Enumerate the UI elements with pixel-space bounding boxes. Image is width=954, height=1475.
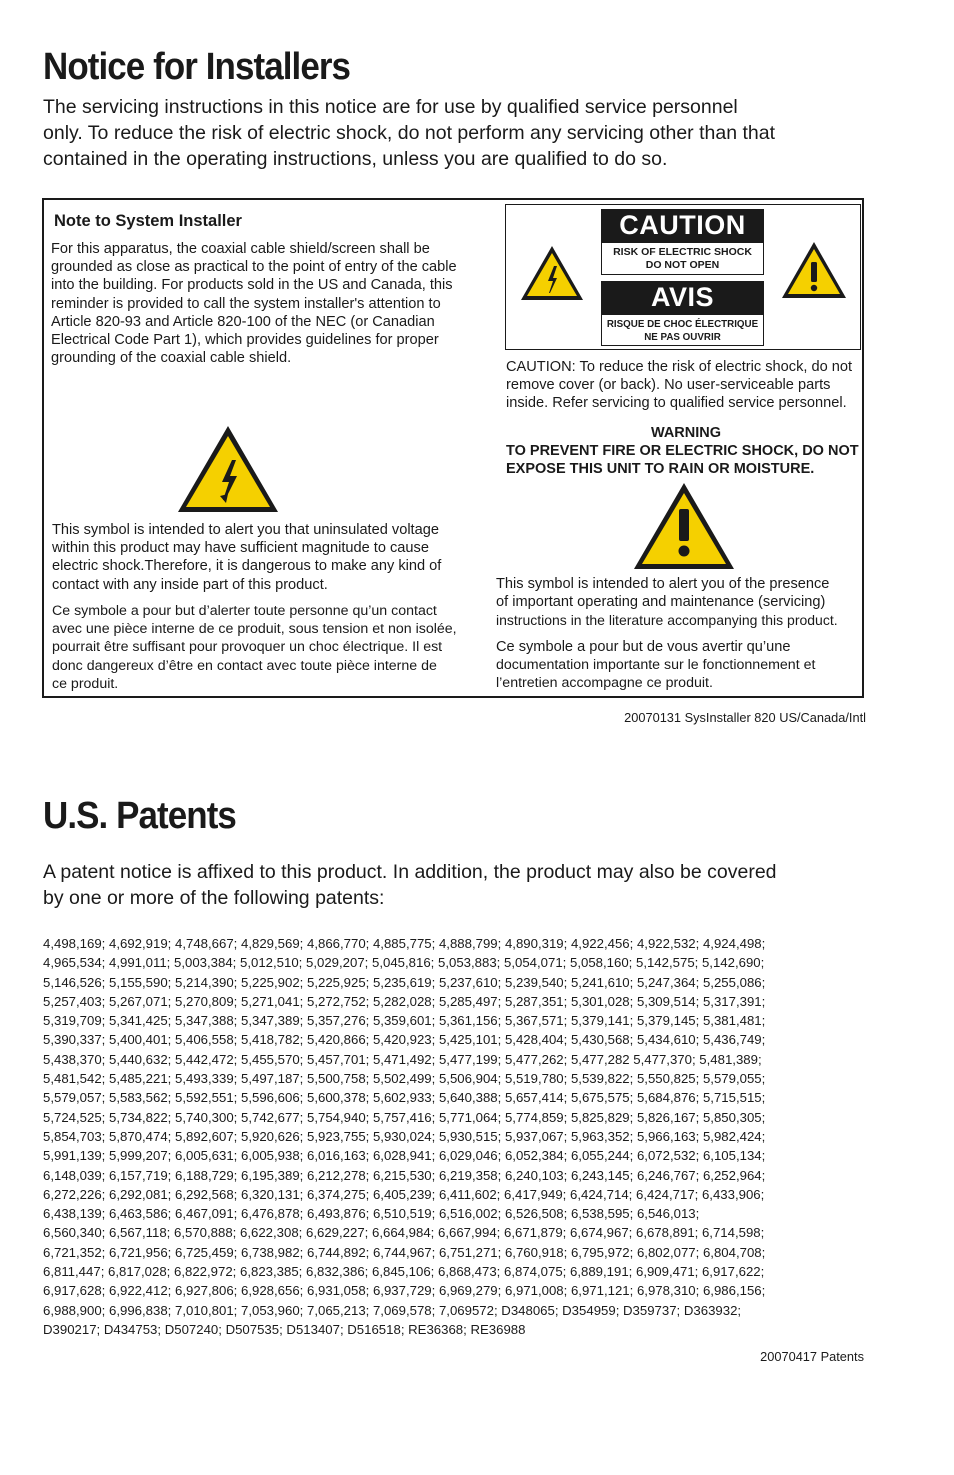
patent-line: 6,917,628; 6,922,412; 6,927,806; 6,928,656; 6,931,058; 6,937,729; 6,969,279; 6,971,008; 6,971,121; 6,978,310; 6,986,156; — [43, 1283, 766, 1299]
avis-sub-line: RISQUE DE CHOC ÉLECTRIQUE — [606, 319, 759, 330]
patents-intro-line: A patent notice is affixed to this product. In addition, the product may also be covered — [43, 861, 777, 883]
installers-intro — [43, 94, 903, 172]
exclaim-fr-line: Ce symbole a pour but de vous avertir qu’une — [496, 639, 791, 655]
patents-intro-line: by one or more of the following patents: — [43, 887, 385, 909]
exclaim-symbol-en — [496, 575, 861, 630]
note-title: Note to System Installer — [54, 212, 242, 230]
avis-heading: AVIS — [601, 281, 764, 314]
caution-heading: CAUTION — [601, 209, 764, 242]
voltage-fr-line: donc dangereux d’être en contact avec toute pièce interne de — [52, 657, 437, 674]
exclaim-symbol-fr — [496, 638, 861, 693]
voltage-fr-line: ce produit. — [52, 675, 119, 692]
patent-line: 6,560,340; 6,567,118; 6,570,888; 6,622,308; 6,629,227; 6,664,984; 6,667,994; 6,671,879; 6,674,967; 6,678,891; 6,714,598; — [43, 1225, 765, 1241]
patent-line: 5,724,525; 5,734,822; 5,740,300; 5,742,677; 5,754,940; 5,757,416; 5,771,064; 5,774,859; 5,825,829; 5,826,167; 5,850,305; — [43, 1109, 766, 1125]
patents-title: U.S. Patents — [43, 795, 236, 837]
exclaim-fr-line: l’entretien accompagne ce produit. — [496, 675, 713, 692]
note-line: For this apparatus, the coaxial cable shield/screen shall be — [51, 241, 430, 257]
note-line: into the building. For products sold in the US and Canada, this — [51, 277, 453, 294]
patent-line: 5,481,542; 5,485,221; 5,493,339; 5,497,187; 5,500,758; 5,502,499; 5,506,904; 5,519,780; 5,539,822; 5,550,825; 5,579,055; — [43, 1071, 766, 1087]
voltage-en-line: within this product may have sufficient magnitude to cause — [52, 540, 429, 557]
patent-list — [43, 934, 913, 1339]
patent-line: 5,579,057; 5,583,562; 5,592,551; 5,596,606; 5,600,378; 5,602,933; 5,640,388; 5,657,414; 5,675,575; 5,684,876; 5,715,515; — [43, 1090, 766, 1106]
patent-line: 5,257,403; 5,267,071; 5,270,809; 5,271,041; 5,272,752; 5,282,028; 5,285,497; 5,287,351; 5,301,028; 5,309,514; 5,317,391; — [43, 993, 766, 1009]
note-line: grounding of the coaxial cable shield. — [51, 350, 292, 367]
voltage-fr-line: avec une pièce interne de ce produit, sous tension et non isolée, — [52, 621, 457, 638]
caution-text-line: inside. Refer servicing to qualified service personnel. — [506, 395, 847, 412]
warning-line: TO PREVENT FIRE OR ELECTRIC SHOCK, DO NOT — [506, 443, 859, 459]
patents-reference: 20070417 Patents — [760, 1349, 864, 1364]
voltage-en-line: electric shock.Therefore, it is dangerous to make any kind of — [52, 558, 442, 575]
voltage-symbol-en — [52, 521, 482, 594]
patent-line: 6,811,447; 6,817,028; 6,822,972; 6,823,385; 6,832,386; 6,845,106; 6,868,473; 6,874,075; 6,889,191; 6,909,471; 6,917,622; — [43, 1264, 765, 1280]
warning-line: EXPOSE THIS UNIT TO RAIN OR MOISTURE. — [506, 461, 815, 477]
patent-line: 5,146,526; 5,155,590; 5,214,390; 5,225,902; 5,225,925; 5,235,619; 5,237,610; 5,239,540; 5,241,610; 5,247,364; 5,255,086; — [43, 974, 766, 990]
exclaim-en-line: This symbol is intended to alert you of the presence — [496, 576, 830, 592]
intro-line: only. To reduce the risk of electric shock, do not perform any servicing other than that — [43, 122, 775, 144]
patent-line: 5,390,337; 5,400,401; 5,406,558; 5,418,782; 5,420,866; 5,420,923; 5,425,101; 5,428,404; 5,430,568; 5,434,610; 5,436,749; — [43, 1032, 766, 1048]
voltage-fr-line: Ce symbole a pour but d’alerter toute personne qu’un contact — [52, 603, 437, 619]
voltage-en-line: contact with any inside part of this product. — [52, 576, 328, 593]
exclaim-en-line: instructions in the literature accompanying this product. — [496, 612, 838, 629]
note-text — [51, 240, 481, 367]
exclaim-fr-line: documentation importante sur le fonctionnement et — [496, 657, 816, 674]
avis-subtext — [601, 314, 764, 346]
patent-line: 6,988,900; 6,996,838; 7,010,801; 7,053,960; 7,065,213; 7,069,578; 7,069572; D348065; D354959; D359737; D363932; — [43, 1302, 742, 1318]
patent-line: 5,319,709; 5,341,425; 5,347,388; 5,347,389; 5,357,276; 5,359,601; 5,361,156; 5,367,571; 5,379,141; 5,379,145; 5,381,481; — [43, 1013, 766, 1029]
patent-line: 6,272,226; 6,292,081; 6,292,568; 6,320,131; 6,374,275; 6,405,239; 6,411,602; 6,417,949; 6,424,714; 6,424,717; 6,433,906; — [43, 1186, 765, 1202]
patent-line: 4,498,169; 4,692,919; 4,748,667; 4,829,569; 4,866,770; 4,885,775; 4,888,799; 4,890,319; 4,922,456; 4,922,532; 4,924,498; — [43, 936, 766, 951]
caution-subtext — [601, 242, 764, 275]
exclaim-en-line: of important operating and maintenance (servicing) — [496, 594, 826, 611]
warning-title: WARNING — [650, 425, 722, 441]
patent-line: 6,148,039; 6,157,719; 6,188,729; 6,195,389; 6,212,278; 6,215,530; 6,219,358; 6,240,103; 6,243,145; 6,246,767; 6,252,964; — [43, 1167, 766, 1183]
patents-intro — [43, 859, 923, 911]
intro-line: contained in the operating instructions, unless you are qualified to do so. — [43, 148, 668, 170]
lightning-triangle-icon — [519, 244, 585, 302]
note-line: reminder is provided to call the system installer's attention to — [51, 295, 441, 312]
caution-text-line: CAUTION: To reduce the risk of electric shock, do not — [506, 359, 853, 375]
caution-sub-line: RISK OF ELECTRIC SHOCK — [613, 246, 752, 258]
intro-line: The servicing instructions in this notice are for use by qualified service personnel — [43, 96, 738, 118]
exclamation-triangle-icon — [780, 240, 848, 300]
electric-shock-warning-icon — [176, 424, 280, 514]
exclamation-warning-icon — [632, 481, 736, 571]
installers-reference: 20070131 SysInstaller 820 US/Canada/Intl — [624, 710, 866, 725]
patent-line: 5,991,139; 5,999,207; 6,005,631; 6,005,938; 6,016,163; 6,028,941; 6,029,046; 6,052,384; 6,055,244; 6,072,532; 6,105,134; — [43, 1148, 766, 1164]
voltage-fr-line: pourrait être suffisant pour provoquer un choc électrique. Il est — [52, 639, 443, 656]
caution-text — [506, 358, 866, 413]
patent-line: 5,438,370; 5,440,632; 5,442,472; 5,455,570; 5,457,701; 5,471,492; 5,477,199; 5,477,262; 5,477,282 5,477,370; 5,481,389; — [43, 1051, 762, 1067]
patent-line: 6,438,139; 6,463,586; 6,467,091; 6,476,878; 6,493,876; 6,510,519; 6,516,002; 6,526,508; 6,538,595; 6,546,013; — [43, 1206, 700, 1222]
voltage-symbol-fr — [52, 602, 482, 693]
caution-sub-line: DO NOT OPEN — [645, 259, 720, 271]
note-line: grounded as close as practical to the point of entry of the cable — [51, 259, 457, 276]
note-line: Article 820-93 and Article 820-100 of the NEC (or Canadian — [51, 313, 435, 330]
caution-text-line: remove cover (or back). No user-serviceable parts — [506, 377, 831, 394]
page-title: Notice for Installers — [43, 46, 351, 88]
avis-sub-line: NE PAS OUVRIR — [644, 332, 721, 343]
patent-line: 5,854,703; 5,870,474; 5,892,607; 5,920,626; 5,923,755; 5,930,024; 5,930,515; 5,937,067; 5,963,352; 5,966,163; 5,982,424; — [43, 1128, 766, 1144]
warning-block — [506, 424, 866, 478]
patent-line: 4,965,534; 4,991,011; 5,003,384; 5,012,510; 5,029,207; 5,045,816; 5,053,883; 5,054,071; 5,058,160; 5,142,575; 5,142,690; — [43, 955, 765, 971]
patent-line: 6,721,352; 6,721,956; 6,725,459; 6,738,982; 6,744,892; 6,744,967; 6,751,271; 6,760,918; 6,795,972; 6,802,077; 6,804,708; — [43, 1244, 766, 1260]
note-line: Electrical Code Part 1), which provides guidelines for proper — [51, 332, 439, 349]
patent-line: D390217; D434753; D507240; D507535; D513407; D516518; RE36368; RE36988 — [43, 1321, 526, 1337]
voltage-en-line: This symbol is intended to alert you that uninsulated voltage — [52, 522, 439, 538]
